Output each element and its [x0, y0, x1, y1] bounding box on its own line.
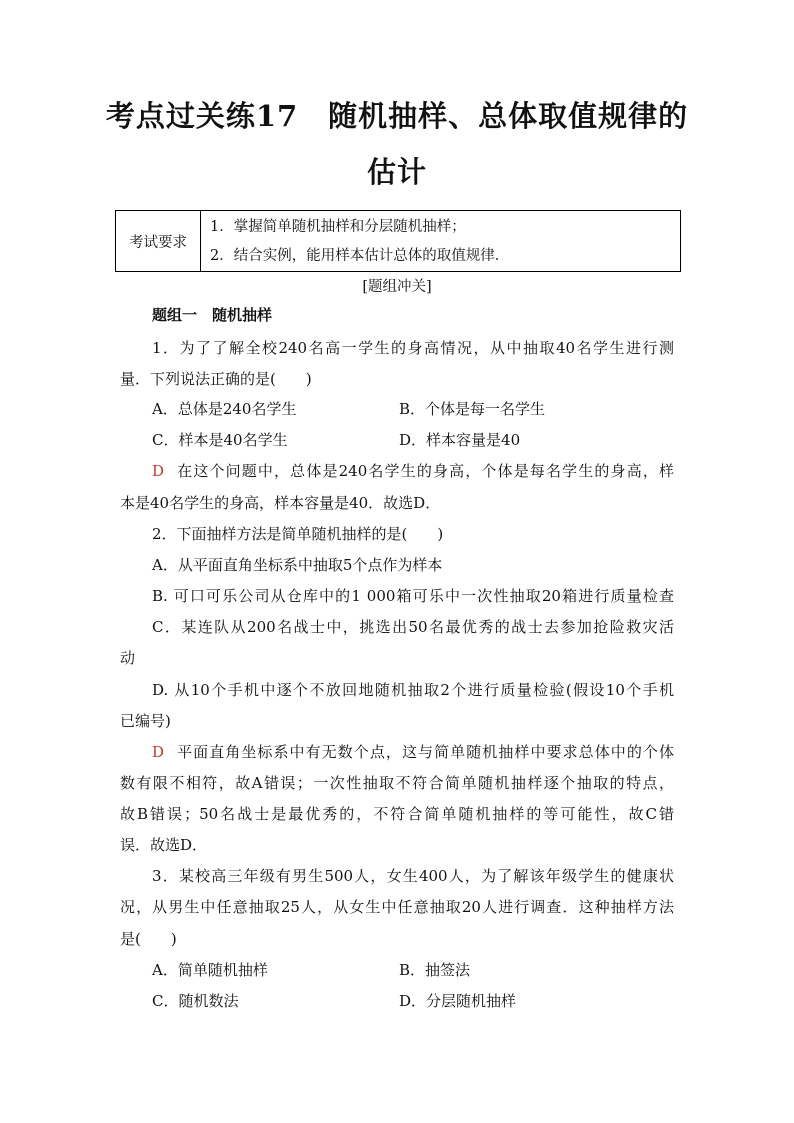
question-2-option-c: C．某连队从200名战士中，挑选出50名最优秀的战士去参加抢险救灾活 — [152, 618, 674, 636]
question-3-option-d: D．分层随机抽样 — [399, 992, 517, 1010]
page-title: 考点过关练17 随机抽样、总体取值规律的 — [105, 99, 689, 133]
question-2-option-d-continued: 已编号) — [120, 712, 171, 730]
question-2-explanation-line: 误．故选D． — [120, 836, 208, 854]
question-3-stem-line: 况，从男生中任意抽取25人，从女生中任意抽取20人进行调查．这种抽样方法 — [120, 898, 674, 916]
question-2-answer: D — [152, 743, 165, 761]
question-3-option-b: B．抽签法 — [399, 961, 471, 979]
section-tag: [题组冲关] — [362, 279, 432, 295]
question-2-stem-line: 2．下面抽样方法是简单随机抽样的是( ) — [152, 525, 444, 543]
question-2-explanation-line: 数有限不相符，故A错误；一次性抽取不符合简单随机抽样逐个抽取的特点， — [120, 774, 674, 792]
question-2-explanation-line: 故B错误；50名战士是最优秀的，不符合简单随机抽样的等可能性，故C错 — [120, 805, 674, 823]
question-1-stem-line: 1．为了了解全校240名高一学生的身高情况，从中抽取40名学生进行测 — [152, 339, 674, 357]
question-1-explanation-line: D 在这个问题中，总体是240名学生的身高，个体是每名学生的身高，样 — [152, 462, 674, 480]
requirement-item: 1．掌握简单随机抽样和分层随机抽样； — [210, 219, 466, 235]
question-3-option-c: C．随机数法 — [152, 992, 239, 1010]
question-1-option-d: D．样本容量是40 — [399, 431, 521, 449]
question-2-option-b: B. 可口可乐公司从仓库中的1 000箱可乐中一次性抽取20箱进行质量检查 — [152, 587, 674, 605]
question-2-option-c-continued: 动 — [120, 649, 136, 667]
question-1-option-c: C．样本是40名学生 — [152, 431, 288, 449]
requirement-item: 2．结合实例，能用样本估计总体的取值规律． — [210, 248, 510, 264]
requirements-table — [115, 210, 681, 272]
page-title-continued: 估计 — [366, 155, 427, 189]
question-1-explanation-line: 本是40名学生的身高，样本容量是40．故选D． — [120, 494, 441, 512]
question-2-option-a: A．从平面直角坐标系中抽取5个点作为样本 — [152, 556, 443, 574]
question-3-option-a: A．简单随机抽样 — [152, 961, 268, 979]
group-heading: 题组一 随机抽样 — [152, 306, 273, 324]
question-1-option-a: A．总体是240名学生 — [152, 400, 297, 418]
question-1-option-b: B．个体是每一名学生 — [399, 400, 546, 418]
requirements-header: 考试要求 — [116, 211, 201, 271]
question-3-stem-line: 3．某校高三年级有男生500人，女生400人，为了解该年级学生的健康状 — [152, 867, 674, 885]
question-1-stem-line: 量．下列说法正确的是( ) — [120, 370, 312, 388]
question-2-explanation-line: D 平面直角坐标系中有无数个点，这与简单随机抽样中要求总体中的个体 — [152, 743, 674, 761]
question-3-stem-line: 是( ) — [120, 930, 177, 948]
question-2-option-d: D. 从10个手机中逐个不放回地随机抽取2个进行质量检验(假设10个手机 — [152, 681, 674, 699]
question-1-answer: D — [152, 462, 165, 480]
